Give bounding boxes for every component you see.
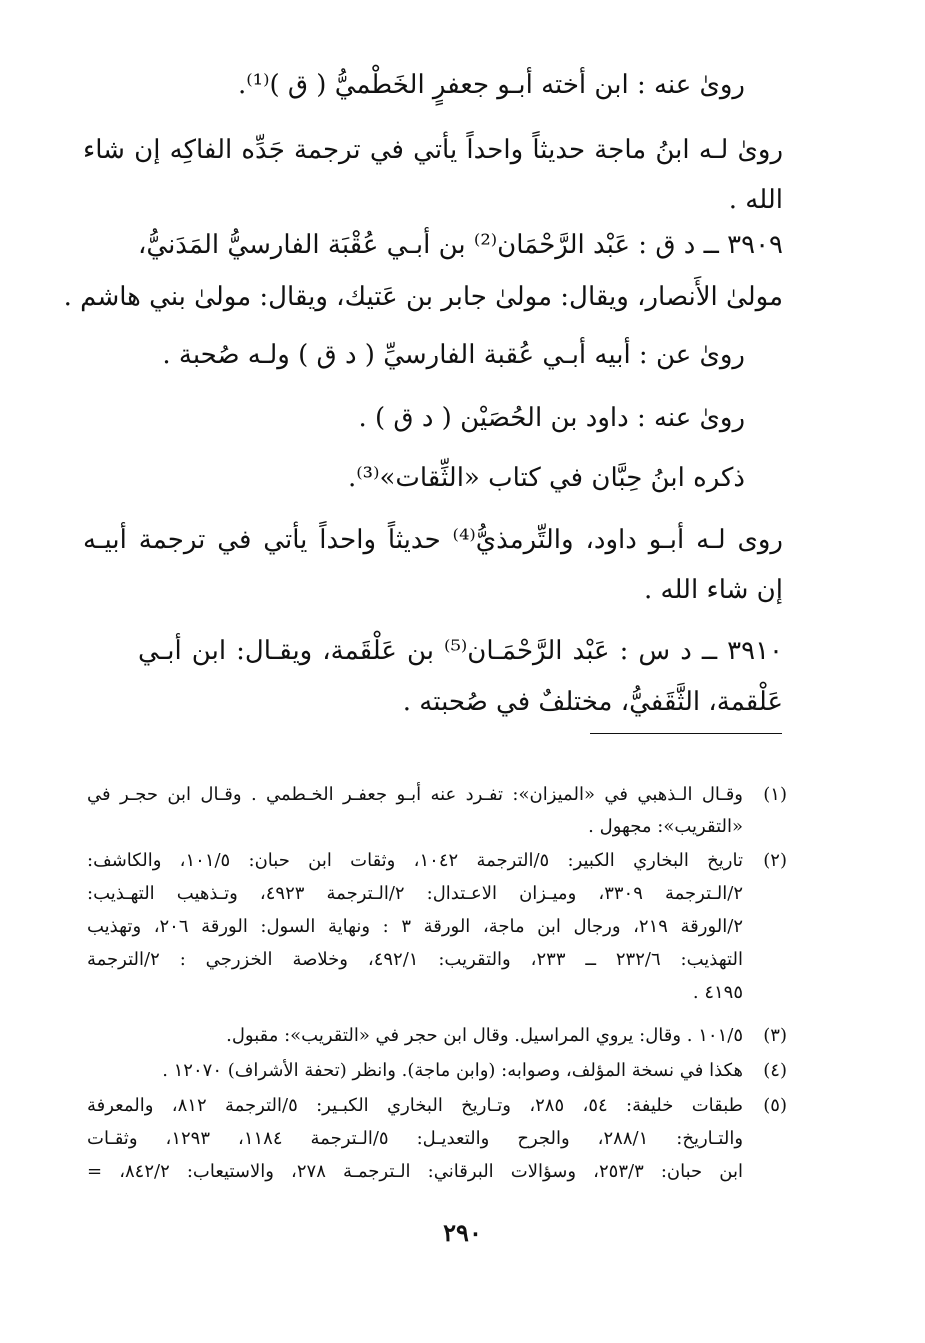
footnote-line: ٤١٩٥ . bbox=[692, 982, 743, 1003]
footnote-1 bbox=[87, 784, 787, 844]
footnote-number: (٢) bbox=[763, 850, 787, 871]
footnote-number: (٣) bbox=[763, 1025, 787, 1046]
footnote-line: التهذيب: ٢٣٢/٦ ــ ٢٣٣، والتقريب: ٤٩٢/١، وخلاصة الخزرجي : ٢/الترجمة bbox=[87, 949, 743, 970]
entry-line: إن شاء الله . bbox=[643, 575, 783, 605]
footnote-line: هكذا في نسخة المؤلف، وصوابه: (وابن ماجة). وانظر (تحفة الأشراف) ١٢٠٧٠ . bbox=[162, 1060, 743, 1081]
entry-line: الله . bbox=[728, 185, 783, 215]
footnote-line: ٢/الورقة ٢١٩، ورجال ابن ماجة، الورقة ٣ : ونهاية السول: الورقة ٢٠٦، وتهذيب bbox=[87, 916, 743, 937]
entry-line: روىٰ عنه : داود بن الحُصَيْن ( د ق ) . bbox=[358, 403, 745, 433]
footnote-2 bbox=[87, 850, 787, 1015]
footnote-line: والتـاريخ: ٢٨٨/١، والجرح والتعديـل: ٥/الـترجمة ١١٨٤، ١٢٩٣، وثقـات bbox=[87, 1128, 744, 1149]
footnote-3 bbox=[87, 1025, 787, 1055]
entry-line: روىٰ عن : أبيه أبـي عُقبة الفارسيِّ ( د ق ) ولـه صُحبة . bbox=[162, 340, 745, 370]
footnote-line: ٢/الـترجمة ٣٣٠٩، وميـزان الاعـتدال: ٢/الـترجمة ٤٩٢٣، وتـذهيب التهـذيب: bbox=[87, 883, 744, 904]
entry-line: ذكره ابنُ حِبَّان في كتاب «الثِّقات»⁽³⁾. bbox=[348, 463, 745, 493]
footnote-divider bbox=[590, 733, 782, 734]
footnote-line: طبقات خليفة: ٥٤، ٢٨٥، وتـاريخ البخاري الكبـير: ٥/الترجمة ٨١٢، والمعرفة bbox=[87, 1095, 743, 1116]
footnote-line: ١٠١/٥ . وقال: يروي المراسيل. وقال ابن حجر في «التقريب»: مقبول. bbox=[226, 1025, 743, 1046]
entry-line: روىٰ لـه ابنُ ماجة حديثاً واحداً يأتي في ترجمة جَدِّه الفاكِه إن شاء bbox=[83, 135, 783, 165]
entry-line: مولىٰ الأَنصار، ويقال: مولىٰ جابر بن عَتيك، ويقال: مولىٰ بني هاشم . bbox=[63, 282, 783, 312]
page-number: ٢٩٠ bbox=[443, 1218, 482, 1247]
footnote-line: وقـال الـذهبي في «الميزان»: تفـرد عنه أبـو جعفـر الخـطمي . وقـال ابن حجـر في bbox=[87, 784, 743, 805]
footnote-line: ابن حبان: ٢٥٣/٣، وسؤالات البرقاني: الـترجمـة ٢٧٨، والاستيعاب: ٨٤٢/٢، = bbox=[87, 1161, 743, 1182]
footnote-5 bbox=[87, 1095, 787, 1195]
footnote-4 bbox=[87, 1060, 787, 1090]
footnote-line: «التقريب»: مجهول . bbox=[588, 816, 743, 837]
footnote-line: تاريخ البخاري الكبير: ٥/الترجمة ١٠٤٢، وثقات ابن حبان: ١٠١/٥، والكاشف: bbox=[87, 850, 743, 871]
entry-heading-3909: ٣٩٠٩ ــ د ق : عَبْد الرَّحْمَان⁽²⁾ بن أبـي عُقْبَة الفارسيُّ المَدَنيُّ، bbox=[138, 230, 783, 260]
entry-heading-3910: ٣٩١٠ ــ د س : عَبْد الرَّحْمَـان⁽⁵⁾ بن عَلْقَمة، ويقـال: ابن أبـي bbox=[138, 636, 783, 666]
entry-line: روى لـه أبـو داود، والتِّرمذيُّ⁽⁴⁾ حديثاً واحداً يأتي في ترجمة أبيـه bbox=[83, 525, 783, 555]
entry-line: روىٰ عنه : ابن أخته أبـو جعفرٍ الخَطْميُّ ( ق )⁽¹⁾. bbox=[237, 70, 745, 100]
entry-line: عَلْقمة، الثَّقَفيُّ، مختلفٌ في صُحبته . bbox=[402, 687, 783, 717]
footnote-number: (٤) bbox=[763, 1060, 787, 1081]
footnote-number: (٥) bbox=[763, 1095, 787, 1116]
footnote-number: (١) bbox=[763, 784, 787, 805]
